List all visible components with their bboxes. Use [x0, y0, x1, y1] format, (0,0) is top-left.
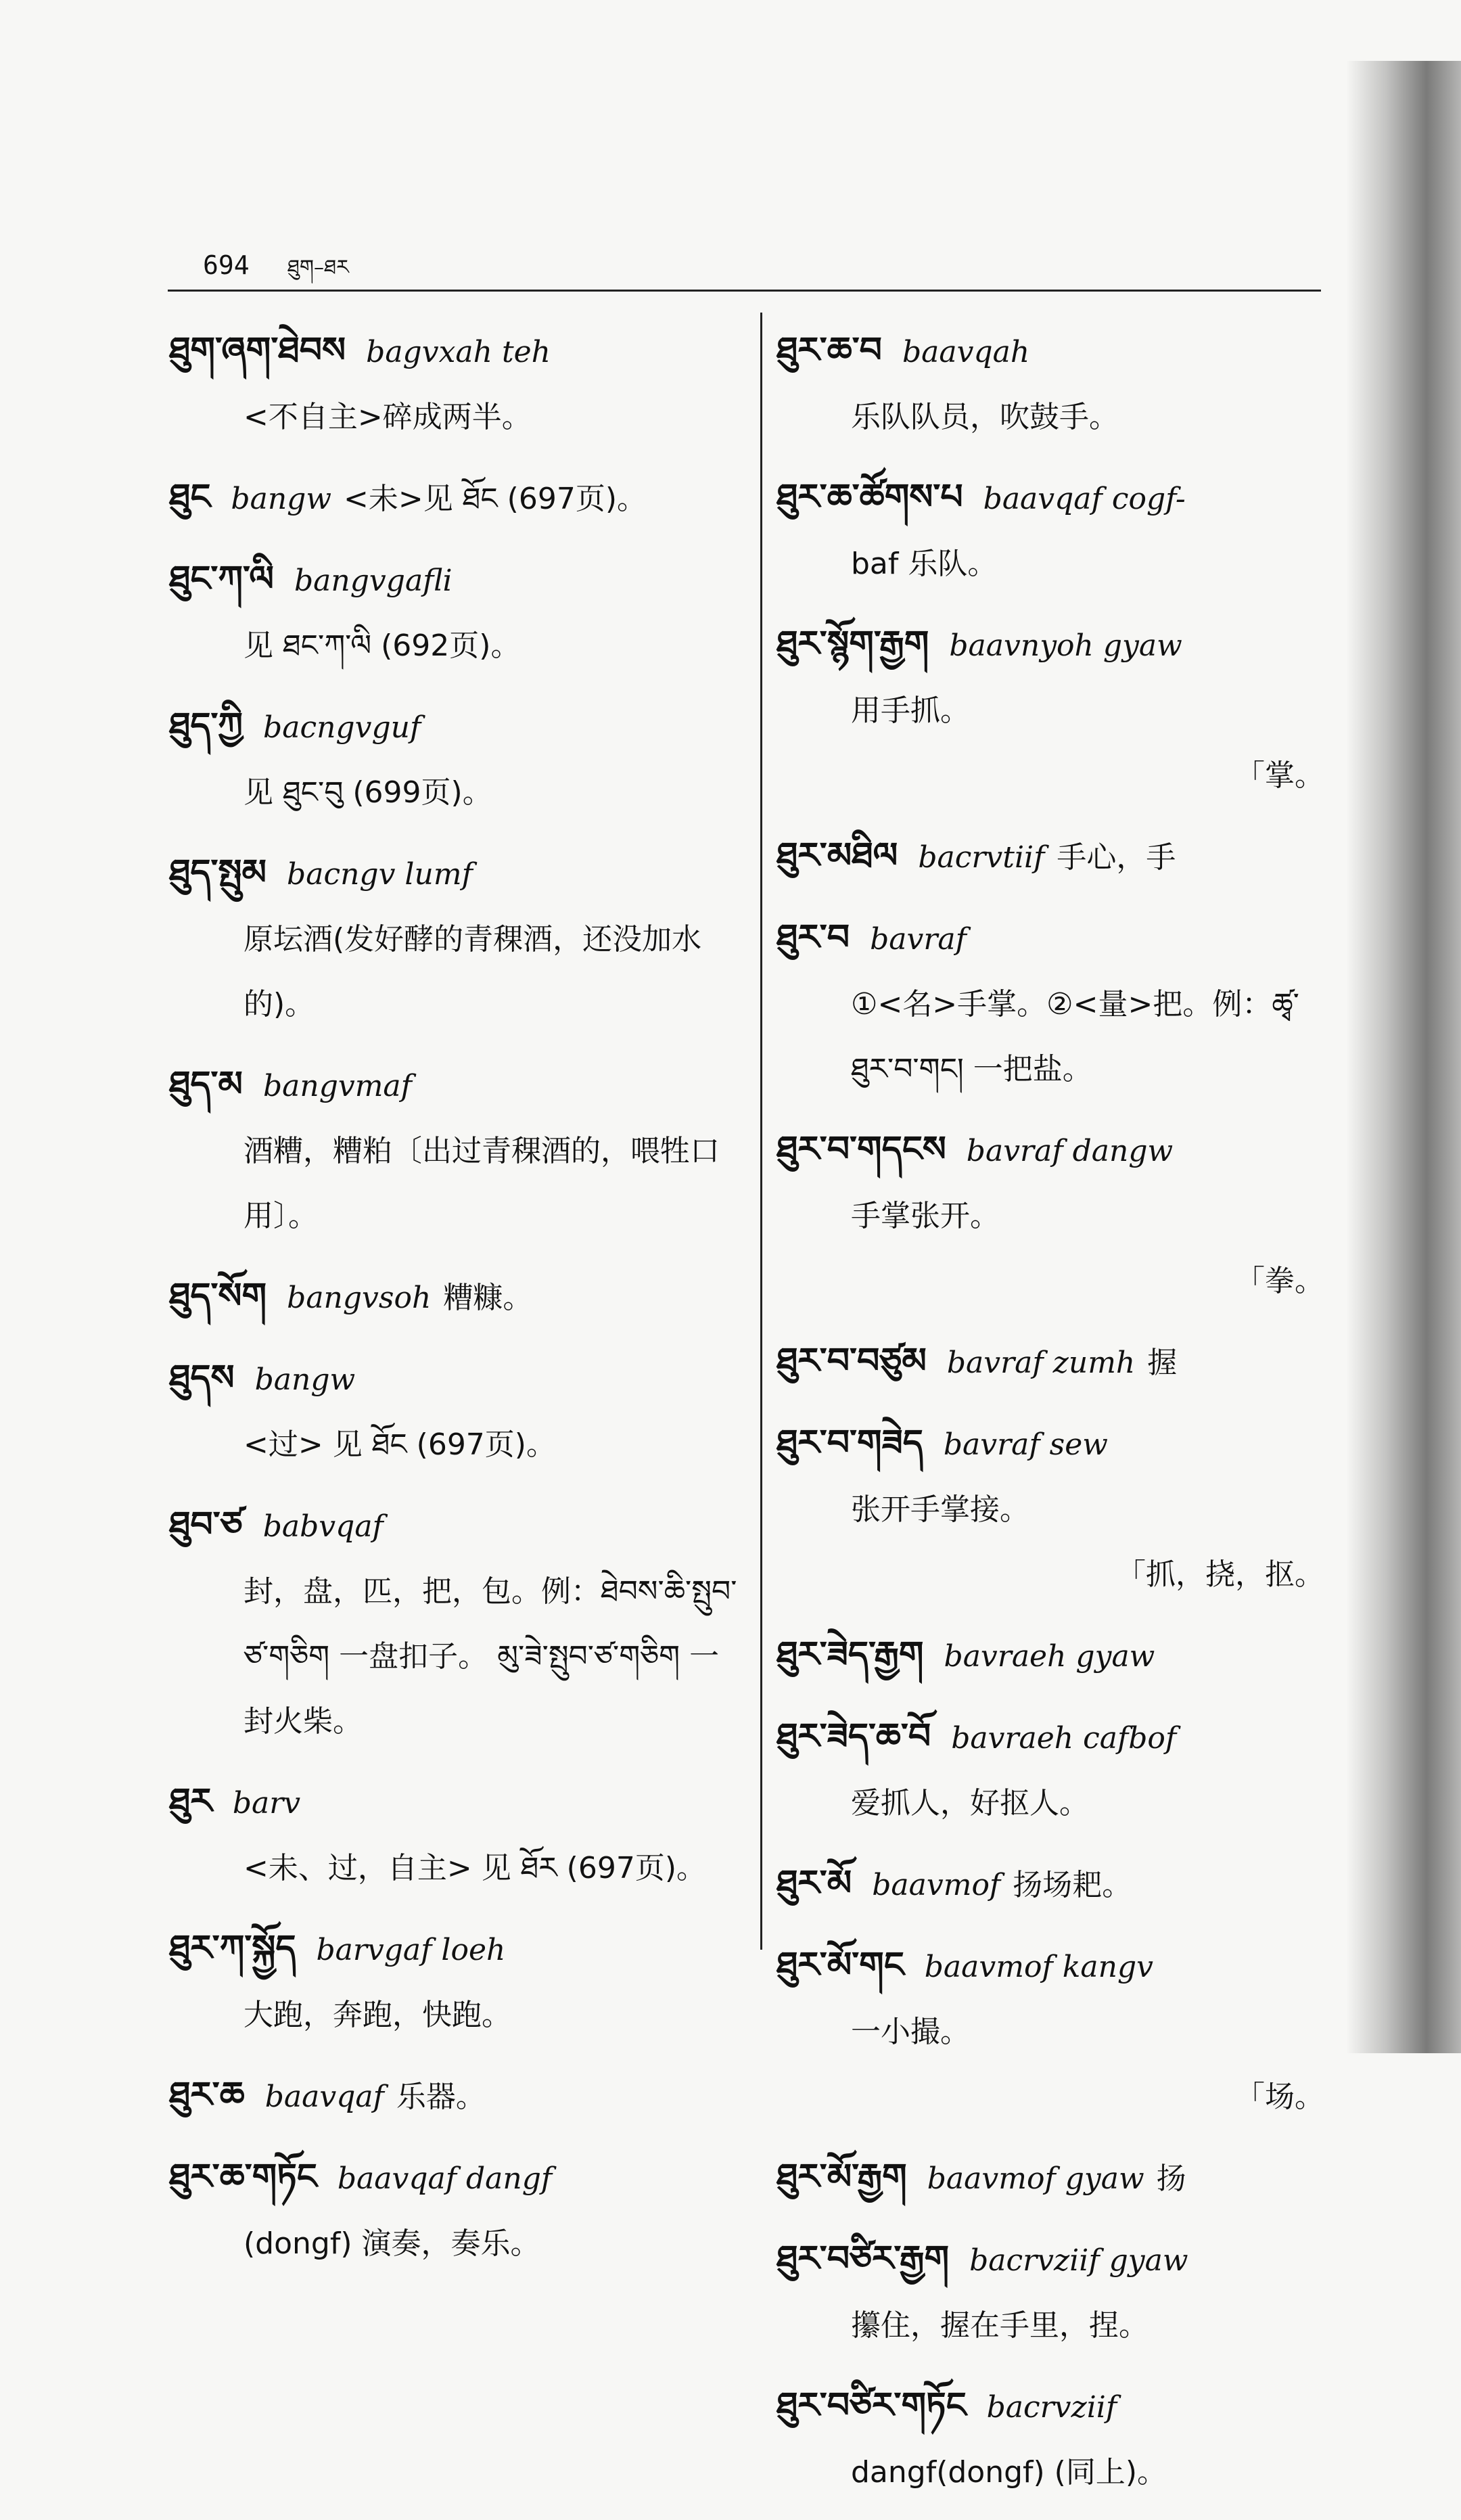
- dictionary-entry: [776, 905, 1324, 1102]
- headword: ཐུར་མོ་གང: [776, 1945, 904, 1986]
- headword: ཐུར་ཆ: [169, 2075, 245, 2115]
- headword: ཐུར་བ་བཙུམ: [776, 1341, 927, 1381]
- definition: 握: [1147, 1346, 1178, 1380]
- phonetic: baavqaf: [264, 2080, 384, 2114]
- headword: ཐུར: [169, 1781, 212, 1822]
- dictionary-entry: [776, 2373, 1324, 2505]
- phonetic: barvgaf loeh: [316, 1933, 506, 1967]
- definition: 乐队队员，吹鼓手。: [851, 400, 1119, 434]
- headword: ཐུད་སྤུམ: [169, 852, 267, 893]
- headword: ཐུར་ཟེད་ཆ་བོ: [776, 1716, 931, 1757]
- phonetic: bacrvziif: [986, 2390, 1117, 2425]
- definition: <未>见 ཐོང (697页)。: [344, 482, 647, 516]
- definition: dangf(dongf) (同上)。: [851, 2455, 1167, 2490]
- phonetic: baavmof kangv: [924, 1950, 1153, 1984]
- trailing-note: 「拳。: [1235, 1264, 1324, 1298]
- headword: ཐུར་བཙིར་གཏོང: [776, 2385, 967, 2426]
- phonetic: bavraf zumh: [946, 1346, 1136, 1380]
- phonetic: bavraf sew: [943, 1427, 1108, 1462]
- headword: ཐུདས: [169, 1358, 235, 1398]
- dictionary-entry: [776, 1411, 1324, 1607]
- dictionary-entry: [776, 1704, 1324, 1836]
- left-column: [169, 318, 737, 2291]
- definition: 原坛酒(发好酵的青稞酒，还没加水的)。: [244, 922, 702, 1022]
- phonetic: bangw: [231, 482, 331, 516]
- dictionary-entry: [776, 612, 1324, 808]
- header-rule: [168, 290, 1321, 292]
- column-divider: [760, 313, 762, 1950]
- dictionary-entry: [169, 2145, 737, 2276]
- definition: (dongf) 演奏，奏乐。: [244, 2226, 540, 2261]
- phonetic: baavmof gyaw: [927, 2161, 1144, 2196]
- headword: ཐུར་བ: [776, 917, 850, 958]
- phonetic: bavraf: [870, 922, 967, 957]
- phonetic: bangvmaf: [262, 1069, 412, 1103]
- definition: <过> 见 ཐོང (697页)。: [244, 1427, 556, 1462]
- definition: <未、过，自主> 见 ཐོར (697页)。: [244, 1851, 706, 1885]
- dictionary-entry: [776, 1329, 1324, 1396]
- phonetic: baavqah: [902, 335, 1030, 369]
- headword: ཐུར་མོ: [776, 1863, 852, 1904]
- dictionary-entry: [776, 1622, 1324, 1689]
- definition: 乐器。: [396, 2080, 486, 2114]
- phonetic: bangvgafli: [294, 564, 453, 598]
- phonetic: bacrvtiif: [918, 840, 1045, 875]
- definition: <不自主>碎成两半。: [244, 400, 532, 434]
- headword: ཐུར་བཙིར་རྒྱག: [776, 2239, 950, 2279]
- phonetic: bangw: [254, 1362, 356, 1397]
- phonetic: babvqaf: [262, 1509, 384, 1544]
- headword: ཐུད་མ: [169, 1064, 243, 1105]
- dictionary-entry: [169, 547, 737, 679]
- definition: 大跑，奔跑，快跑。: [244, 1998, 511, 2032]
- dictionary-entry: [169, 1492, 737, 1754]
- right-column: [776, 318, 1324, 2520]
- dictionary-entry: [169, 465, 737, 532]
- headword: ཐུད་ཀྱི: [169, 706, 244, 746]
- headword: ཐུར་ཆ་གཏོང: [169, 2157, 317, 2197]
- definition: 扬场耙。: [1013, 1868, 1132, 1902]
- dictionary-entry: [169, 318, 737, 450]
- headword: ཐུར་ཆ་བ: [776, 330, 883, 371]
- dictionary-entry: [776, 823, 1324, 890]
- dictionary-entry: [169, 1769, 737, 1901]
- headword: ཐུག་ཞག་ཐེབས: [169, 330, 346, 371]
- dictionary-entry: [169, 1264, 737, 1331]
- definition: 糟糠。: [443, 1281, 533, 1315]
- definition: 封，盘，匹，把，包。例：ཐེབས་ཆི་སྤུབ་ཙ་གཅིག 一盘扣子。 མུ་ཟེ་སྤུབ་ཙ་གཅིག 一封火柴。: [244, 1574, 737, 1739]
- dictionary-entry: [169, 840, 737, 1037]
- definition: 爱抓人，好抠人。: [851, 1786, 1089, 1820]
- page-edge-shadow: [1346, 61, 1461, 2053]
- phonetic: baavmof: [872, 1868, 1001, 1902]
- dictionary-entry: [169, 2063, 737, 2130]
- headword: ཐུད་སོག: [169, 1276, 267, 1316]
- page-number: 694: [203, 250, 250, 280]
- definition: 酒糟，糟粕〔出过青稞酒的，喂牲口用〕。: [244, 1134, 720, 1233]
- dictionary-entry: [776, 465, 1324, 597]
- dictionary-entry: [776, 2226, 1324, 2358]
- phonetic: barv: [232, 1786, 301, 1820]
- definition: 手掌张开。: [851, 1199, 1000, 1233]
- dictionary-entry: [169, 693, 737, 825]
- trailing-note: 「抓，挠，抠。: [1116, 1557, 1324, 1592]
- phonetic: baavqaf cogf-: [983, 482, 1186, 516]
- phonetic: bavraeh gyaw: [944, 1639, 1155, 1674]
- dictionary-entry: [776, 1117, 1324, 1314]
- headword: ཐུར་སྙོག་རྒྱག: [776, 624, 929, 664]
- phonetic: bacngvguf: [263, 710, 421, 745]
- dictionary-entry: [776, 1851, 1324, 1918]
- headword: ཐུབ་ཙ: [169, 1505, 243, 1545]
- dictionary-entry: [776, 318, 1324, 450]
- headword: ཐུར་བ་གཟེད: [776, 1423, 923, 1463]
- definition: 用手抓。: [851, 693, 970, 728]
- definition: 扬: [1156, 2161, 1186, 2196]
- headword: ཐུང: [169, 477, 211, 518]
- definition: 攥住，握在手里，捏。: [851, 2308, 1149, 2343]
- dictionary-entry: [169, 1916, 737, 2048]
- headword: ཐུར་ཆ་ཚོགས་པ: [776, 477, 963, 518]
- phonetic: bagvxah teh: [366, 335, 551, 369]
- dictionary-entry: [776, 2145, 1324, 2212]
- dictionary-entry: [169, 1052, 737, 1249]
- phonetic: bavraeh cafbof: [951, 1721, 1177, 1756]
- phonetic: baavnyoh gyaw: [949, 628, 1182, 663]
- definition: baf 乐队。: [851, 547, 998, 581]
- phonetic: bavraf dangw: [966, 1134, 1174, 1168]
- headword: ཐུང་ཀ་ལི: [169, 559, 275, 599]
- headword: ཐུར་མོ་རྒྱག: [776, 2157, 907, 2197]
- page-header: [203, 245, 349, 302]
- definition: 见 ཐང་ཀ་ལི (692页)。: [244, 628, 521, 663]
- headword: ཐུར་བ་གདངས: [776, 1129, 946, 1170]
- headword: ཐུར་མཐིལ: [776, 835, 898, 876]
- definition: ①<名>手掌。②<量>把。例：ཚྭ་ཐུར་བ་གང། 一把盐。: [851, 987, 1299, 1086]
- phonetic: bacrvziif gyaw: [969, 2243, 1188, 2278]
- phonetic: baavqaf dangf: [337, 2161, 553, 2196]
- definition: 手心，手: [1057, 840, 1176, 875]
- phonetic: bangvsoh: [287, 1281, 432, 1315]
- trailing-note: 「掌。: [1235, 758, 1324, 793]
- definition: 一小撮。: [851, 2015, 970, 2049]
- definition: 张开手掌接。: [851, 1492, 1029, 1527]
- guide-words: ཐུག–ཐར: [287, 256, 349, 279]
- trailing-note: 「场。: [1235, 2080, 1324, 2114]
- dictionary-entry: [776, 1933, 1324, 2130]
- definition: 见 ཐུང་བུ (699页)。: [244, 775, 492, 810]
- dictionary-entry: [169, 1346, 737, 1477]
- phonetic: bacngv lumf: [287, 857, 473, 892]
- headword: ཐུར་ཀ་སྐྱོད: [169, 1928, 296, 1969]
- headword: ཐུར་ཟེད་རྒྱག: [776, 1634, 924, 1675]
